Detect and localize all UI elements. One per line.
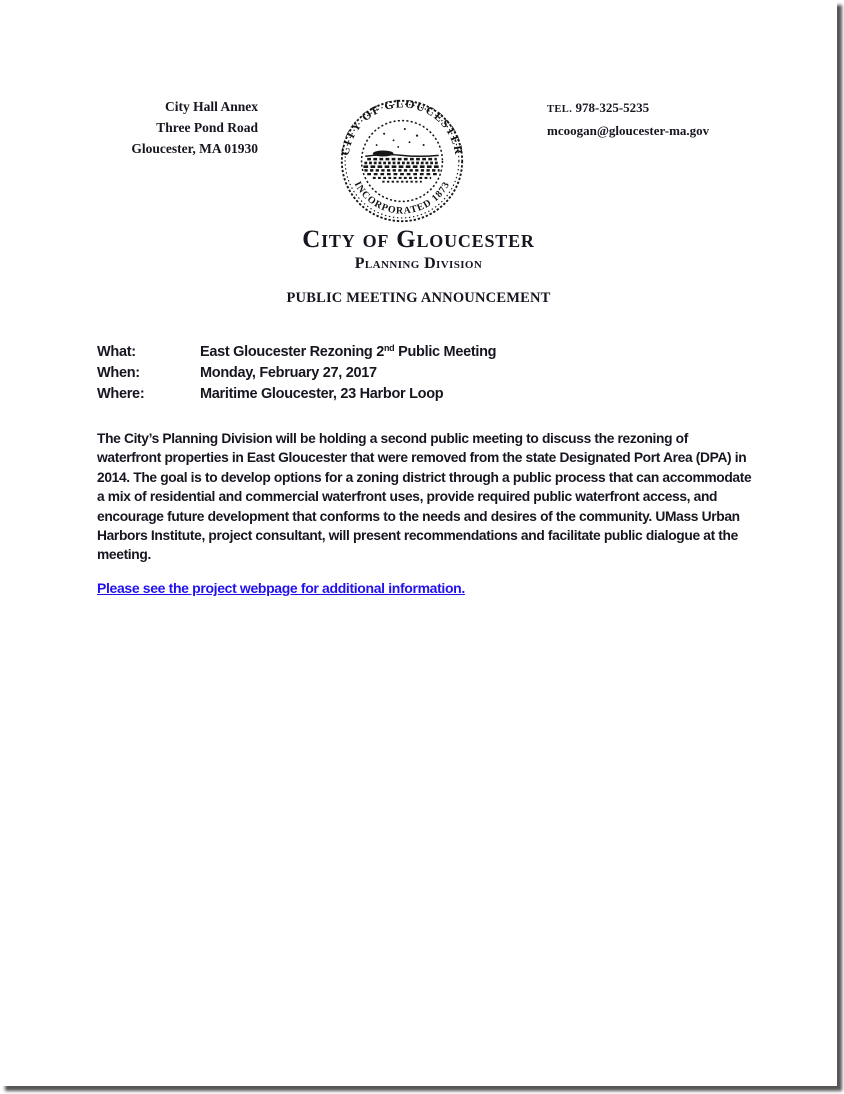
- detail-row-where: [97, 384, 496, 405]
- address-line-1: City Hall Annex: [164, 99, 258, 114]
- detail-label-when: When:: [97, 365, 140, 381]
- detail-value-when: Monday, February 27, 2017: [200, 365, 377, 381]
- seal-top-text: CITY OF GLOUCESTER: [339, 98, 465, 157]
- document-subtitle: Planning Division: [354, 255, 483, 272]
- meeting-details: [97, 342, 496, 405]
- seal-inner-ring: [362, 121, 443, 202]
- detail-label-what: What:: [97, 344, 136, 360]
- phone-number: 978-325-5235: [575, 100, 650, 115]
- ordinal-suffix: nd: [383, 343, 395, 353]
- document-title: City of Gloucester: [302, 226, 535, 253]
- contact-info: [547, 98, 709, 141]
- seal-harbor-scene-icon: [363, 128, 440, 182]
- detail-row-what: [97, 342, 496, 363]
- detail-value-where: Maritime Gloucester, 23 Harbor Loop: [200, 386, 444, 402]
- sender-address: [100, 96, 258, 159]
- phone-line: [547, 98, 709, 121]
- announcement-heading: PUBLIC MEETING ANNOUNCEMENT: [286, 290, 551, 306]
- tel-label: TEL.: [547, 104, 573, 115]
- body-paragraph: The City’s Planning Division will be holding a second public meeting to discuss the rezoning of waterfront properties in East Gloucester that were removed from the state Designated Port Area (DPA) in 2014. The goal is to develop options for a zoning district through a public process that can accommodate a mix of residential and commercial waterfront uses, provide required public waterfront access, and encourage future development that conforms to the needs and desires of the community. UMass Urban Harbors Institute, project consultant, will present recommendations and facilitate public dialogue at the meeting.: [97, 431, 752, 563]
- detail-value-what-suffix: Public Meeting: [394, 344, 497, 360]
- city-seal-icon: [339, 98, 465, 224]
- address-line-3: Gloucester, MA 01930: [131, 141, 258, 156]
- city-seal-svg: [339, 98, 465, 224]
- detail-row-when: [97, 363, 496, 384]
- address-line-2: Three Pond Road: [156, 120, 258, 135]
- detail-value-what-text: East Gloucester Rezoning 2: [200, 344, 384, 360]
- email-line: [547, 121, 709, 142]
- link-line: [97, 580, 465, 598]
- detail-label-where: Where:: [97, 386, 145, 402]
- project-webpage-link[interactable]: Please see the project webpage for additional information.: [97, 580, 465, 596]
- seal-bottom-text: INCORPORATED 1873: [351, 179, 453, 217]
- email-address: mcoogan@gloucester-ma.gov: [547, 122, 710, 138]
- detail-value-what: [200, 342, 496, 363]
